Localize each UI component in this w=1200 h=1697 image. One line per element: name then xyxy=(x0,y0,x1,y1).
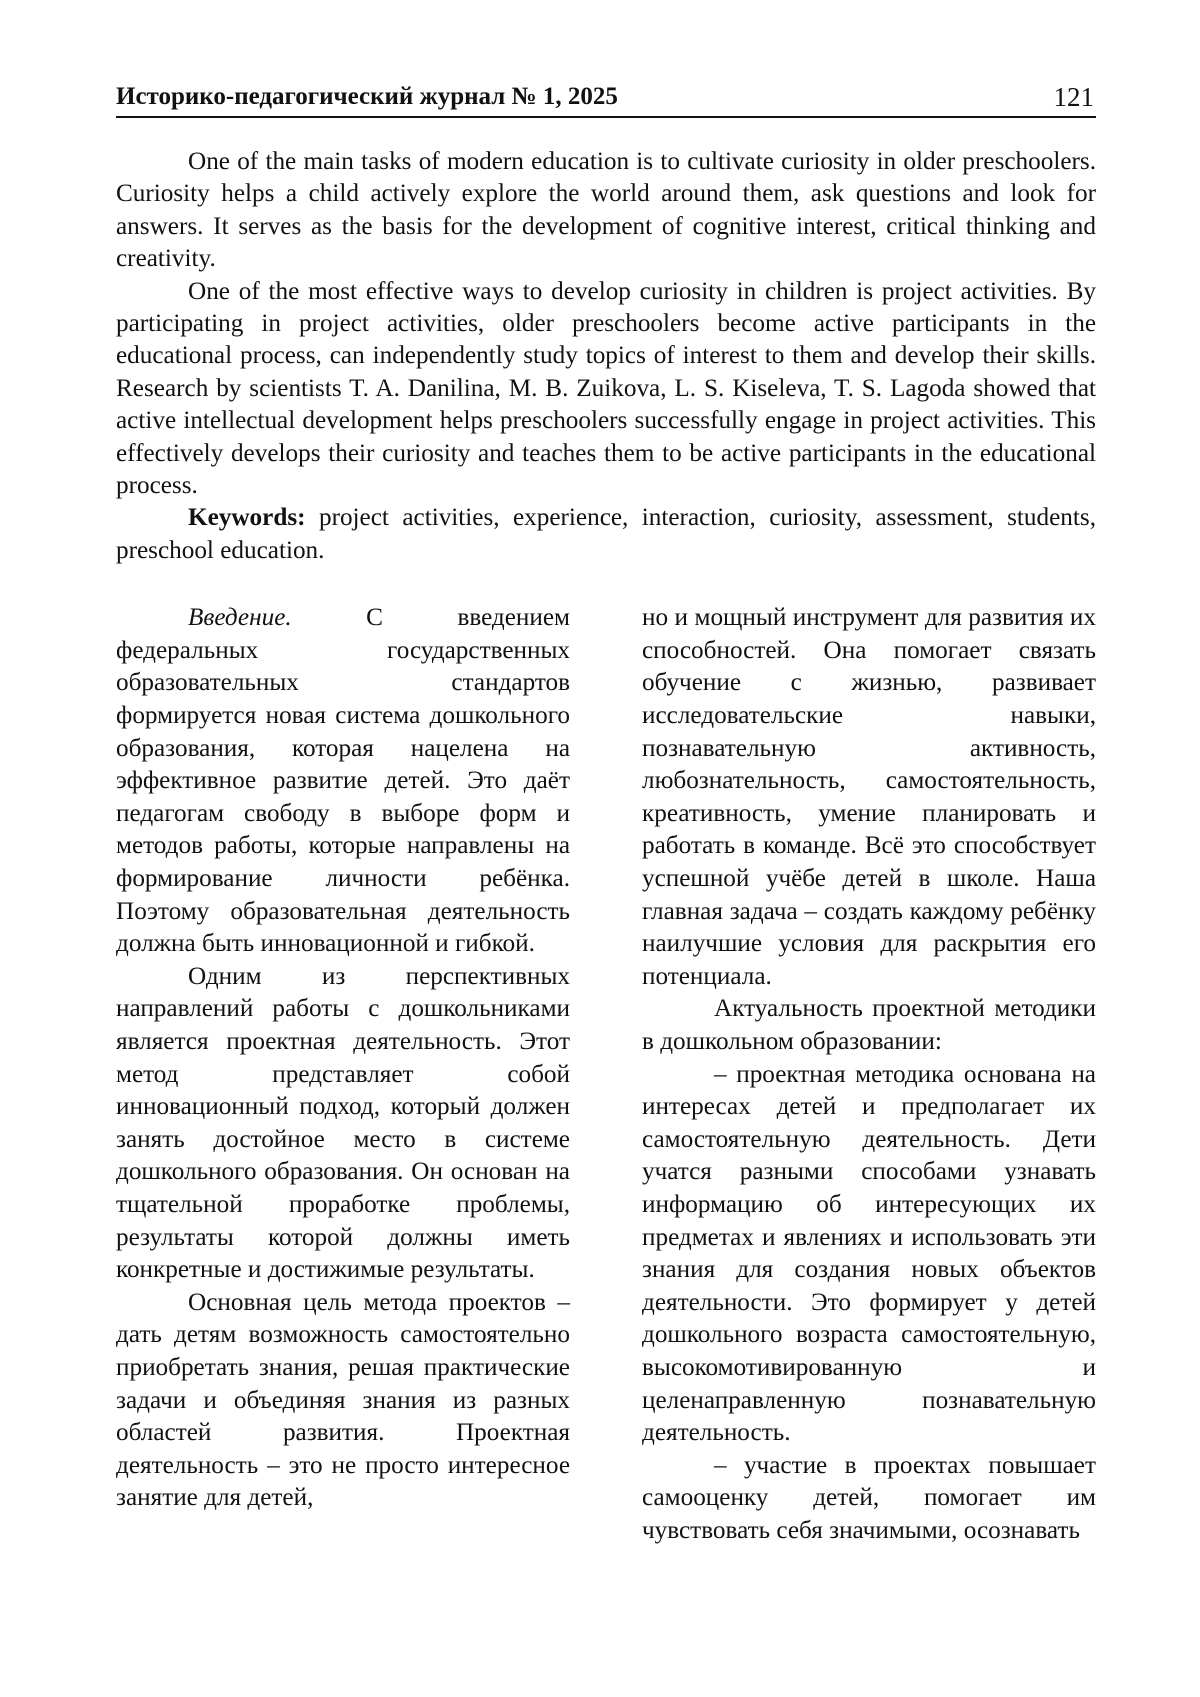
right-paragraph-4: – участие в проектах повышает самооценку детей, помогает им чувствовать себя значимыми, осознавать xyxy=(642,1451,1096,1544)
right-column xyxy=(642,602,1096,1547)
intro-label: Введение. xyxy=(188,604,292,632)
running-header xyxy=(116,68,1096,118)
left-paragraph-2: Одним из перспективных направлений работы с дошкольниками является проектная деятельность. Этот метод представляет собой инновационный подход, который должен занять достойное место в системе дошкольного образования. Он основан на тщательной проработке проблемы, результаты которой должны иметь конкретные и достижимые результаты. xyxy=(116,962,570,1284)
left-column xyxy=(116,602,570,1547)
keywords-label: Keywords: xyxy=(188,504,306,532)
right-paragraph-3: – проектная методика основана на интересах детей и предполагает их самостоятельную деятельность. Дети учатся разными способами узнавать информацию об интересующих их предметах и явлениях и использовать эти знания для создания новых объектов деятельности. Это формирует у детей дошкольного возраста самостоятельную, высокомотивированную и целенаправленную познавательную деятельность. xyxy=(642,1060,1096,1447)
keywords-text: project activities, experience, interaction, curiosity, assessment, students, preschool education. xyxy=(116,504,1096,564)
right-paragraph-1: но и мощный инструмент для развития их способностей. Она помогает связать обучение с жизнью, развивает исследовательские навыки, познавательную активность, любознательность, самостоятельность, креативность, умение планировать и работать в команде. Всё это способствует успешной учёбе детей в школе. Наша главная задача – создать каждому ребёнку наилучшие условия для раскрытия его потенциала. xyxy=(642,604,1096,990)
page-number: 121 xyxy=(1053,82,1094,112)
abstract-paragraph-2: One of the most effective ways to develop curiosity in children is project activities. By participating in project activities, older preschoolers become active participants in the educational process, can independently study topics of interest to them and develop their skills. Research by scientists T. A. Danilina, M. B. Zuikova, L. S. Kiseleva, T. S. Lagoda showed that active intellectual development helps preschoolers successfully engage in project activities. This effectively develops their curiosity and teaches them to be active participants in the educational process. xyxy=(116,277,1096,500)
left-paragraph-3: Основная цель метода проектов – дать детям возможность самостоятельно приобретать знания, решая практические задачи и объединяя знания из разных областей развития. Проектная деятельность – это не просто интересное занятие для детей, xyxy=(116,1288,570,1512)
intro-text: С введением федеральных государственных образовательных стандартов формируется новая система дошкольного образования, которая нацелена на эффективное развитие детей. Это даёт педагогам свободу в выборе форм и методов работы, которые направлены на формирование личности ребёнка. Поэтому образовательная деятельность должна быть инновационной и гибкой. xyxy=(116,604,570,958)
right-paragraph-2: Актуальность проектной методики в дошкольном образовании: xyxy=(642,995,1096,1055)
abstract-paragraph-1: One of the main tasks of modern education is to cultivate curiosity in older preschoolers. Curiosity helps a child actively explore the world around them, ask questions and look for answers. It serves as the basis for the development of cognitive interest, critical thinking and creativity. xyxy=(116,148,1096,273)
english-abstract xyxy=(116,146,1096,567)
journal-title: Историко-педагогический журнал № 1, 2025 xyxy=(116,83,618,110)
intro-paragraph xyxy=(116,602,570,961)
body-columns xyxy=(116,602,1096,1547)
journal-page xyxy=(116,68,1096,1548)
keywords-paragraph xyxy=(116,502,1096,567)
